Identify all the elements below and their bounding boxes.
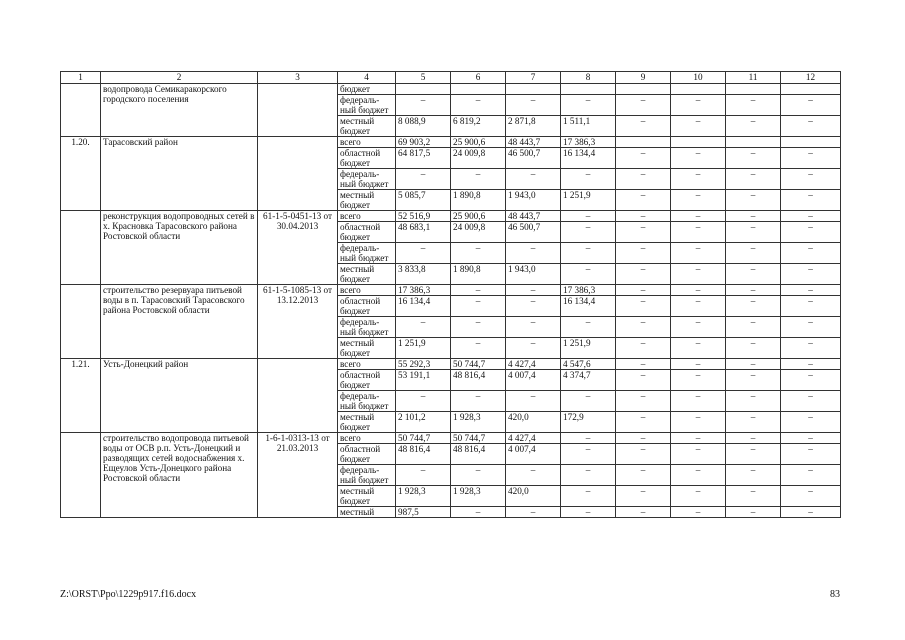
value-cell [616,137,671,148]
value-cell: – [781,507,841,518]
value-cell: 55 292,3 [396,359,451,370]
value-cell: – [506,391,561,412]
file-path: Z:\ORST\Ppo\1229p917.f16.docx [60,589,197,600]
value-cell: – [506,169,561,190]
value-cell: 46 500,7 [506,222,561,243]
item-number: 1.21. [61,359,101,433]
value-cell: 987,5 [396,507,451,518]
value-cell: – [616,211,671,222]
value-cell: – [671,95,726,116]
value-cell: – [781,359,841,370]
value-cell: 4 427,4 [506,359,561,370]
value-cell: – [616,370,671,391]
col-header: 6 [451,72,506,84]
value-cell: 17 386,3 [561,137,616,148]
value-cell: – [726,412,781,433]
value-cell: – [726,243,781,264]
registration-number [258,359,338,433]
value-cell: – [671,317,726,338]
value-cell: – [616,359,671,370]
value-cell: – [671,169,726,190]
funding-source: местный бюджет [338,338,396,359]
value-cell: – [561,486,616,507]
value-cell: – [451,95,506,116]
item-number: 1.20. [61,137,101,211]
col-header: 12 [781,72,841,84]
table-row [61,359,841,370]
value-cell: – [781,391,841,412]
value-cell: – [671,486,726,507]
value-cell: 1 943,0 [506,264,561,285]
value-cell: – [616,264,671,285]
value-cell: – [451,285,506,296]
table-row [61,137,841,148]
value-cell: – [726,507,781,518]
value-cell: – [561,211,616,222]
value-cell: – [781,296,841,317]
value-cell: – [616,190,671,211]
value-cell: – [506,243,561,264]
registration-number [258,84,338,137]
value-cell: – [506,338,561,359]
value-cell: 50 744,7 [451,433,506,444]
value-cell: – [726,169,781,190]
value-cell: – [396,169,451,190]
registration-number: 61-1-5-0451-13 от 30.04.2013 [258,211,338,285]
value-cell: 64 817,5 [396,148,451,169]
value-cell: – [726,264,781,285]
value-cell: – [451,391,506,412]
value-cell: 16 134,4 [561,148,616,169]
value-cell: – [726,211,781,222]
value-cell: – [616,444,671,465]
value-cell: – [671,243,726,264]
value-cell: 4 007,4 [506,444,561,465]
item-name: водопровода Семикаракорского городского поселения [101,84,258,137]
value-cell: – [726,190,781,211]
value-cell: – [671,433,726,444]
value-cell: – [506,95,561,116]
value-cell: 46 500,7 [506,148,561,169]
value-cell: – [781,370,841,391]
value-cell: – [616,296,671,317]
funding-source: всего [338,211,396,222]
value-cell: – [781,95,841,116]
value-cell: – [616,95,671,116]
value-cell: – [616,148,671,169]
value-cell: – [671,338,726,359]
value-cell: 48 816,4 [451,370,506,391]
value-cell: – [616,433,671,444]
value-cell: – [616,317,671,338]
value-cell: – [671,370,726,391]
value-cell: – [616,222,671,243]
funding-source: местный бюджет [338,116,396,137]
value-cell: – [616,507,671,518]
col-header: 5 [396,72,451,84]
value-cell: – [781,222,841,243]
value-cell: 3 833,8 [396,264,451,285]
funding-source: федераль-ный бюджет [338,317,396,338]
funding-source: всего [338,137,396,148]
funding-source: местный [338,507,396,518]
item-number [61,285,101,359]
value-cell: 24 009,8 [451,148,506,169]
value-cell: 25 900,6 [451,211,506,222]
value-cell [671,84,726,95]
funding-source: всего [338,433,396,444]
value-cell: 48 816,4 [451,444,506,465]
budget-table [60,71,841,518]
funding-source: бюджет [338,84,396,95]
col-header: 4 [338,72,396,84]
value-cell: – [671,359,726,370]
value-cell [726,84,781,95]
value-cell: – [781,465,841,486]
value-cell: – [726,465,781,486]
value-cell: – [726,370,781,391]
value-cell: 1 928,3 [451,412,506,433]
value-cell: – [671,285,726,296]
col-header: 8 [561,72,616,84]
value-cell: – [671,507,726,518]
registration-number: 1-6-1-0313-13 от 21.03.2013 [258,433,338,518]
value-cell: – [781,169,841,190]
table-row [61,285,841,296]
value-cell [561,84,616,95]
value-cell: – [451,507,506,518]
value-cell: 16 134,4 [396,296,451,317]
col-header: 1 [61,72,101,84]
funding-source: федераль-ный бюджет [338,465,396,486]
value-cell [781,84,841,95]
value-cell: – [396,465,451,486]
item-name: строительство водопровода питьевой воды от ОСВ р.п. Усть-Донецкий и разводящих сетей водоснабжения х. Ещеулов Усть-Донецкого района Ростовской области [101,433,258,518]
value-cell: 420,0 [506,412,561,433]
value-cell: 17 386,3 [396,285,451,296]
value-cell: 420,0 [506,486,561,507]
funding-source: местный бюджет [338,190,396,211]
value-cell: 1 943,0 [506,190,561,211]
value-cell: 1 251,9 [561,190,616,211]
value-cell [451,84,506,95]
page-number: 83 [830,589,840,600]
funding-source: местный бюджет [338,264,396,285]
value-cell: 48 443,7 [506,137,561,148]
value-cell: 4 007,4 [506,370,561,391]
item-number [61,211,101,285]
value-cell: – [726,116,781,137]
funding-source: областной бюджет [338,444,396,465]
value-cell: 1 511,1 [561,116,616,137]
col-header: 10 [671,72,726,84]
funding-source: всего [338,359,396,370]
value-cell: 1 251,9 [561,338,616,359]
value-cell: – [671,465,726,486]
value-cell: – [396,317,451,338]
funding-source: областной бюджет [338,148,396,169]
value-cell: 1 890,8 [451,190,506,211]
value-cell: 25 900,6 [451,137,506,148]
value-cell: – [671,211,726,222]
item-name: Тарасовский район [101,137,258,211]
value-cell: 2 871,8 [506,116,561,137]
value-cell: – [561,444,616,465]
value-cell: – [561,264,616,285]
col-header: 7 [506,72,561,84]
value-cell: – [561,433,616,444]
value-cell: 24 009,8 [451,222,506,243]
value-cell: – [671,391,726,412]
value-cell: – [671,444,726,465]
value-cell: 48 816,4 [396,444,451,465]
value-cell: 17 386,3 [561,285,616,296]
value-cell [616,84,671,95]
value-cell: – [671,148,726,169]
value-cell: – [616,243,671,264]
value-cell: 4 547,6 [561,359,616,370]
value-cell: – [726,486,781,507]
value-cell: 2 101,2 [396,412,451,433]
value-cell: 4 427,4 [506,433,561,444]
value-cell: 53 191,1 [396,370,451,391]
value-cell: – [781,148,841,169]
item-name: строительство резервуара питьевой воды в п. Тарасовский Тарасовского района Ростовской области [101,285,258,359]
value-cell: 69 903,2 [396,137,451,148]
table-row [61,84,841,95]
value-cell: 1 890,8 [451,264,506,285]
value-cell: – [561,222,616,243]
value-cell: – [396,243,451,264]
value-cell [726,137,781,148]
value-cell: 6 819,2 [451,116,506,137]
funding-source: областной бюджет [338,296,396,317]
value-cell: – [781,486,841,507]
value-cell: – [451,338,506,359]
value-cell: – [396,391,451,412]
value-cell: – [451,296,506,317]
value-cell: 50 744,7 [396,433,451,444]
value-cell: – [506,507,561,518]
value-cell: – [506,296,561,317]
value-cell: – [561,317,616,338]
value-cell: – [506,465,561,486]
value-cell: – [726,285,781,296]
value-cell: – [616,285,671,296]
value-cell: – [726,433,781,444]
value-cell: – [671,190,726,211]
funding-source: местный бюджет [338,486,396,507]
value-cell: – [781,433,841,444]
value-cell: – [781,243,841,264]
value-cell: – [616,338,671,359]
value-cell: – [616,116,671,137]
funding-source: местный бюджет [338,412,396,433]
value-cell: – [726,95,781,116]
value-cell: – [726,444,781,465]
value-cell: – [781,412,841,433]
value-cell: – [781,264,841,285]
value-cell: 8 088,9 [396,116,451,137]
value-cell [781,137,841,148]
col-header: 3 [258,72,338,84]
col-header: 9 [616,72,671,84]
value-cell: – [451,243,506,264]
value-cell: – [781,190,841,211]
value-cell: – [616,412,671,433]
value-cell: 50 744,7 [451,359,506,370]
value-cell: – [616,465,671,486]
funding-source: федераль-ный бюджет [338,169,396,190]
item-name: реконструкция водопроводных сетей в х. Красновка Тарасовского района Ростовской области [101,211,258,285]
value-cell: – [616,169,671,190]
value-cell: 4 374,7 [561,370,616,391]
value-cell: – [726,338,781,359]
value-cell: – [726,391,781,412]
funding-source: федераль-ный бюджет [338,95,396,116]
value-cell: – [781,116,841,137]
header-row [61,72,841,84]
item-number [61,433,101,518]
value-cell: – [726,317,781,338]
value-cell: – [726,222,781,243]
value-cell: – [451,465,506,486]
value-cell: 172,9 [561,412,616,433]
item-name: Усть-Донецкий район [101,359,258,433]
value-cell: – [781,444,841,465]
value-cell: 1 928,3 [451,486,506,507]
funding-source: федераль-ный бюджет [338,391,396,412]
value-cell: – [506,317,561,338]
value-cell: – [726,359,781,370]
value-cell: – [781,317,841,338]
value-cell: 1 928,3 [396,486,451,507]
value-cell: – [561,507,616,518]
value-cell: 48 443,7 [506,211,561,222]
col-header: 11 [726,72,781,84]
value-cell: – [671,222,726,243]
value-cell: – [616,486,671,507]
value-cell: – [616,391,671,412]
registration-number [258,137,338,211]
value-cell: – [726,148,781,169]
value-cell: – [781,285,841,296]
value-cell: – [671,412,726,433]
value-cell: – [561,465,616,486]
table-row [61,433,841,444]
value-cell: 5 085,7 [396,190,451,211]
value-cell: – [561,95,616,116]
value-cell: – [781,338,841,359]
value-cell: – [396,95,451,116]
value-cell: – [671,264,726,285]
registration-number: 61-1-5-1085-13 от 13.12.2013 [258,285,338,359]
funding-source: областной бюджет [338,370,396,391]
value-cell: – [561,391,616,412]
value-cell: – [671,116,726,137]
value-cell: – [781,211,841,222]
funding-source: федераль-ный бюджет [338,243,396,264]
value-cell: – [561,169,616,190]
value-cell: 1 251,9 [396,338,451,359]
value-cell: 16 134,4 [561,296,616,317]
value-cell [671,137,726,148]
value-cell: – [671,296,726,317]
value-cell: – [506,285,561,296]
value-cell: – [726,296,781,317]
value-cell [506,84,561,95]
funding-source: всего [338,285,396,296]
value-cell: – [451,169,506,190]
value-cell: – [561,243,616,264]
value-cell [396,84,451,95]
table-row [61,211,841,222]
col-header: 2 [101,72,258,84]
value-cell: – [451,317,506,338]
funding-source: областной бюджет [338,222,396,243]
value-cell: 48 683,1 [396,222,451,243]
value-cell: 52 516,9 [396,211,451,222]
item-number [61,84,101,137]
